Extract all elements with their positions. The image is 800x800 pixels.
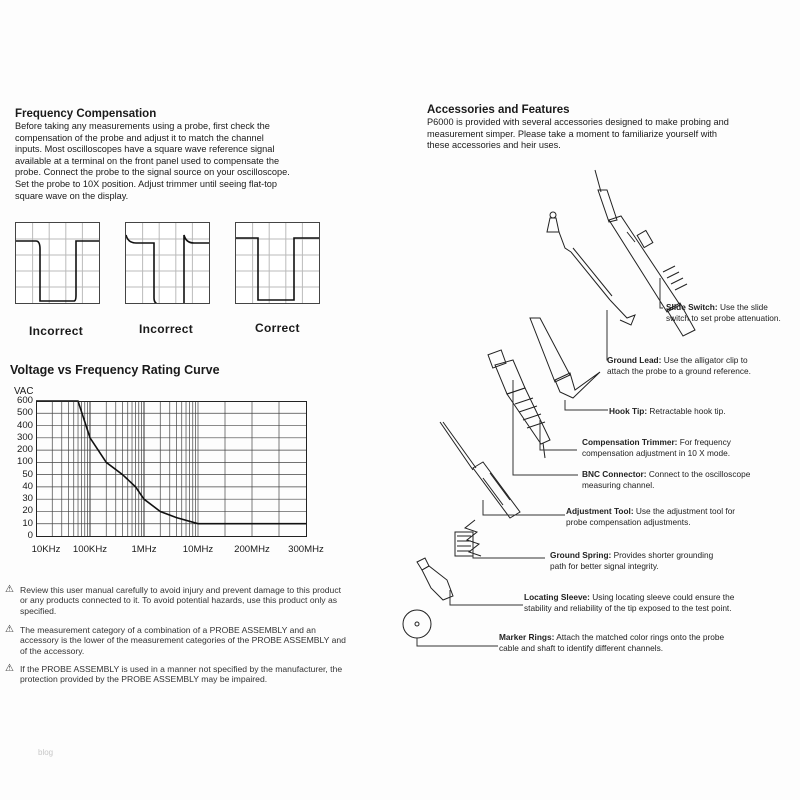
- callout-marker-rings: Marker Rings: Attach the matched color rings onto the probe cable and shaft to identify different channels.: [499, 632, 725, 653]
- x-tick-label: 10KHz: [31, 544, 61, 555]
- warning-icon: ⚠: [5, 663, 14, 674]
- y-tick-label: 300: [16, 431, 33, 443]
- waveform-label-1: Incorrect: [29, 324, 84, 338]
- y-tick-label: 100: [16, 456, 33, 468]
- x-tick-label: 300MHz: [288, 544, 324, 555]
- callout-adjustment-tool: Adjustment Tool: Use the adjustment tool for probe compensation adjustments.: [566, 506, 736, 527]
- y-tick-label: 600: [16, 395, 33, 406]
- y-tick-label: 50: [22, 468, 33, 480]
- callout-ground-lead: Ground Lead: Use the alligator clip to attach the probe to a ground reference.: [607, 355, 751, 376]
- callout-ground-spring: Ground Spring: Provides shorter grounding path for better signal integrity.: [550, 550, 714, 571]
- chart-y-unit: VAC: [14, 386, 34, 397]
- y-tick-label: 30: [22, 493, 33, 505]
- accessories-title: Accessories and Features: [427, 104, 570, 116]
- ground-spring-icon: [455, 520, 481, 556]
- callout-locating-sleeve: Locating Sleeve: Using locating sleeve could ensure the stability and reliability of the tip exposed to the test point.: [524, 592, 735, 613]
- warning-icon: ⚠: [5, 624, 14, 635]
- ground-lead-icon: [547, 212, 635, 325]
- waveform-label-2: Incorrect: [139, 322, 194, 336]
- y-tick-label: 0: [27, 530, 33, 541]
- x-tick-label: 1MHz: [131, 544, 157, 555]
- y-tick-label: 200: [16, 444, 33, 456]
- warning-icon: ⚠: [5, 584, 14, 595]
- frequency-compensation-title: Frequency Compensation: [15, 108, 157, 120]
- accessories-intro: P6000 is provided with several accessories designed to make probing and measurement simper. Please take a moment to familiarize yourself with these accessories and heir uses.: [427, 117, 729, 151]
- adjustment-tool-icon: [440, 422, 520, 518]
- x-tick-label: 10MHz: [182, 544, 214, 555]
- chart-title: Voltage vs Frequency Rating Curve: [10, 363, 220, 377]
- frequency-compensation-text: Before taking any measurements using a probe, first check the compensation of the probe and adjust it to match the channel inputs. Most oscilloscopes have a square wave reference signal available at a terminal on the front panel used to compensate the probe. Connect the probe to the signal source on your oscilloscope. Set the probe to 10X position. Adjust trimmer until seeing flat-top square wave on the display.: [15, 121, 290, 201]
- x-tick-label: 100KHz: [72, 544, 108, 555]
- callout-hook-tip: Hook Tip: Retractable hook tip.: [609, 406, 726, 416]
- callout-slide-switch: Slide Switch: Use the slide switch to set probe attenuation.: [666, 302, 781, 323]
- locating-sleeve-icon: [417, 558, 453, 600]
- bnc-connector-icon: [488, 350, 550, 458]
- waveform-correct: [235, 222, 320, 304]
- warning-1: ⚠ Review this user manual carefully to avoid injury and prevent damage to this product or any products connected to it. To avoid potential hazards, use this product only as specified.: [5, 584, 342, 616]
- warning-3: ⚠ If the PROBE ASSEMBLY is used in a manner not specified by the manufacturer, the protection provided by the PROBE ASSEMBLY may be impaired.: [5, 663, 343, 685]
- warning-2: ⚠ The measurement category of a combination of a PROBE ASSEMBLY and an accessory is the lower of the measurement categories of the PROBE ASSEMBLY and of the accessory.: [5, 624, 346, 656]
- y-tick-label: 10: [22, 517, 33, 529]
- hook-tip-icon: [530, 318, 600, 398]
- y-tick-label: 400: [16, 419, 33, 431]
- rating-curve-plot: [36, 396, 311, 542]
- y-tick-label: 40: [22, 480, 33, 492]
- marker-ring-icon: [403, 610, 431, 638]
- waveform-undercompensated: [125, 222, 210, 304]
- waveform-overcompensated: [15, 222, 100, 304]
- callout-bnc-connector: BNC Connector: Connect to the oscilloscope measuring channel.: [582, 469, 751, 490]
- footer-watermark: blog: [38, 748, 54, 757]
- x-tick-label: 200MHz: [234, 544, 270, 555]
- waveform-label-3: Correct: [255, 321, 300, 335]
- callout-compensation-trimmer: Compensation Trimmer: For frequency compensation adjustment in 10 X mode.: [582, 437, 731, 458]
- y-tick-label: 500: [16, 407, 33, 419]
- y-tick-label: 20: [22, 505, 33, 517]
